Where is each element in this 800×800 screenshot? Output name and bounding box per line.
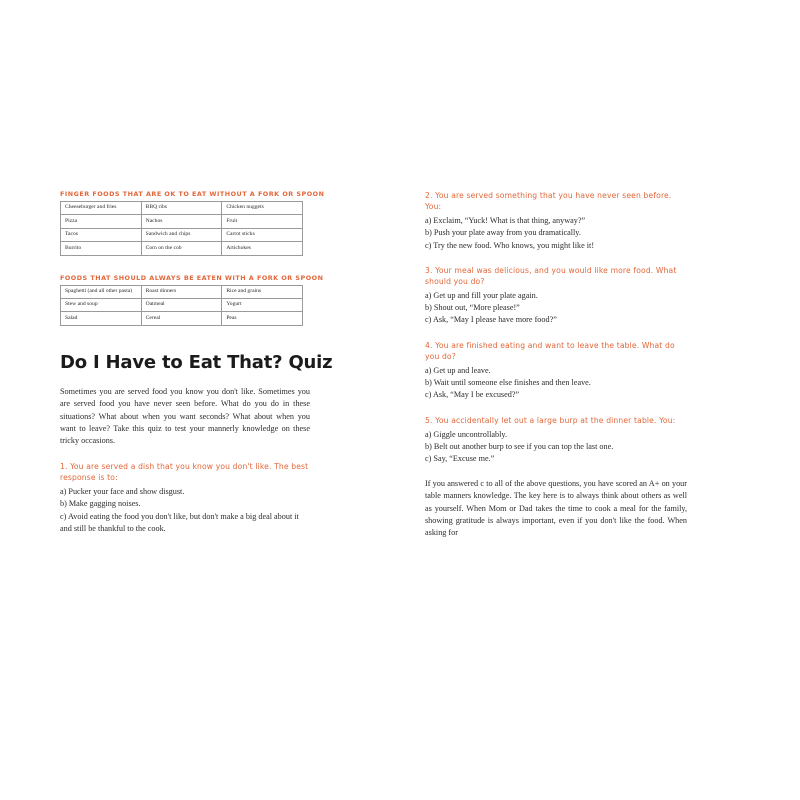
fork-spoon-foods-table: [60, 285, 303, 326]
table-cell: Fruit: [222, 215, 303, 228]
table-cell: Pizza: [61, 215, 142, 228]
table-cell: Yogurt: [222, 298, 303, 311]
table-row: [61, 202, 303, 215]
right-page: [425, 190, 750, 610]
intro-paragraph: Sometimes you are served food you know you don't like. Sometimes you are served food you have never seen before. What do you do in these situations? What about when you want seconds? What about when you want to leave? Take this quiz to test your mannerly knowledge on these tricky occasions.: [60, 386, 310, 446]
table-row: [61, 215, 303, 228]
question-title: 5. You accidentally let out a large burp at the dinner table. You:: [425, 415, 676, 425]
question-answer: a) Giggle uncontrollably.: [425, 429, 508, 439]
question-answer: b) Push your plate away from you dramatically.: [425, 228, 581, 238]
table-cell: Salad: [61, 312, 142, 325]
table-cell: Roast dinners: [141, 285, 222, 298]
question-answer: b) Belt out another burp to see if you can top the last one.: [425, 441, 614, 451]
question-answer: c) Ask, “May I please have more food?”: [425, 315, 557, 325]
table-cell: Chicken nuggets: [222, 202, 303, 215]
question-title: 2. You are served something that you have never seen before. You:: [425, 191, 672, 211]
table-cell: Burrito: [61, 242, 142, 255]
table-cell: Peas: [222, 312, 303, 325]
question-answer: a) Get up and leave.: [425, 365, 491, 375]
question-answer: c) Say, “Excuse me.”: [425, 454, 495, 464]
fork-spoon-foods-table-title: FOODS THAT SHOULD ALWAYS BE EATEN WITH A FORK OR SPOON: [60, 273, 324, 282]
table-cell: Cheeseburger and fries: [61, 202, 142, 215]
question-answer: b) Shout out, “More please!”: [425, 303, 520, 313]
table-cell: Carrot sticks: [222, 228, 303, 241]
question-title: 3. Your meal was delicious, and you would like more food. What should you do?: [425, 265, 677, 286]
table-cell: Spaghetti (and all other pasta): [61, 285, 142, 298]
question-answer: b) Wait until someone else finishes and then leave.: [425, 378, 591, 388]
quiz-question-3: [425, 265, 687, 327]
page-title: Do I Have to Eat That? Quiz: [60, 351, 333, 373]
fork-spoon-foods-table-block: [60, 274, 385, 326]
question-answer: c) Avoid eating the food you don't like, but don't make a big deal about it and still be thankful to the cook.: [60, 511, 299, 533]
table-row: [61, 285, 303, 298]
left-page: [60, 190, 385, 610]
finger-foods-table-block: [60, 190, 385, 256]
table-cell: Artichokes: [222, 242, 303, 255]
table-row: [61, 312, 303, 325]
question-answer: a) Get up and fill your plate again.: [425, 290, 538, 300]
question-title: 4. You are finished eating and want to leave the table. What do you do?: [425, 340, 675, 361]
table-cell: Corn on the cob: [141, 242, 222, 255]
table-row: [61, 298, 303, 311]
table-cell: Tacos: [61, 228, 142, 241]
quiz-question-1: [60, 461, 310, 535]
question-answer: c) Ask, “May I be excused?”: [425, 390, 520, 400]
book-spread: [60, 190, 750, 610]
question-title: 1. You are served a dish that you know you don't like. The best response is to:: [60, 461, 309, 482]
table-cell: BBQ ribs: [141, 202, 222, 215]
question-answer: a) Pucker your face and show disgust.: [60, 486, 185, 496]
table-row: [61, 242, 303, 255]
quiz-question-2: [425, 190, 687, 252]
table-cell: Cereal: [141, 312, 222, 325]
question-answer: c) Try the new food. Who knows, you might like it!: [425, 240, 595, 250]
table-cell: Sandwich and chips: [141, 228, 222, 241]
question-answer: b) Make gagging noises.: [60, 499, 141, 509]
finger-foods-table-title: FINGER FOODS THAT ARE OK TO EAT WITHOUT A FORK OR SPOON: [60, 190, 325, 198]
table-cell: Nachos: [141, 215, 222, 228]
table-cell: Rice and grains: [222, 285, 303, 298]
question-answer: a) Exclaim, “Yuck! What is that thing, anyway?”: [425, 216, 586, 225]
quiz-question-5: [425, 415, 687, 466]
finger-foods-table: [60, 201, 303, 256]
table-cell: Oatmeal: [141, 298, 222, 311]
table-row: [61, 228, 303, 241]
quiz-question-4: [425, 340, 687, 402]
outro-paragraph: If you answered c to all of the above questions, you have scored an A+ on your table manners knowledge. The key here is to always think about others as well as yourself. When Mom or Dad takes the time to cook a meal for the family, showing gratitude is always important, even if you don't like the food. When asking for: [425, 478, 687, 538]
table-cell: Stew and soup: [61, 298, 142, 311]
